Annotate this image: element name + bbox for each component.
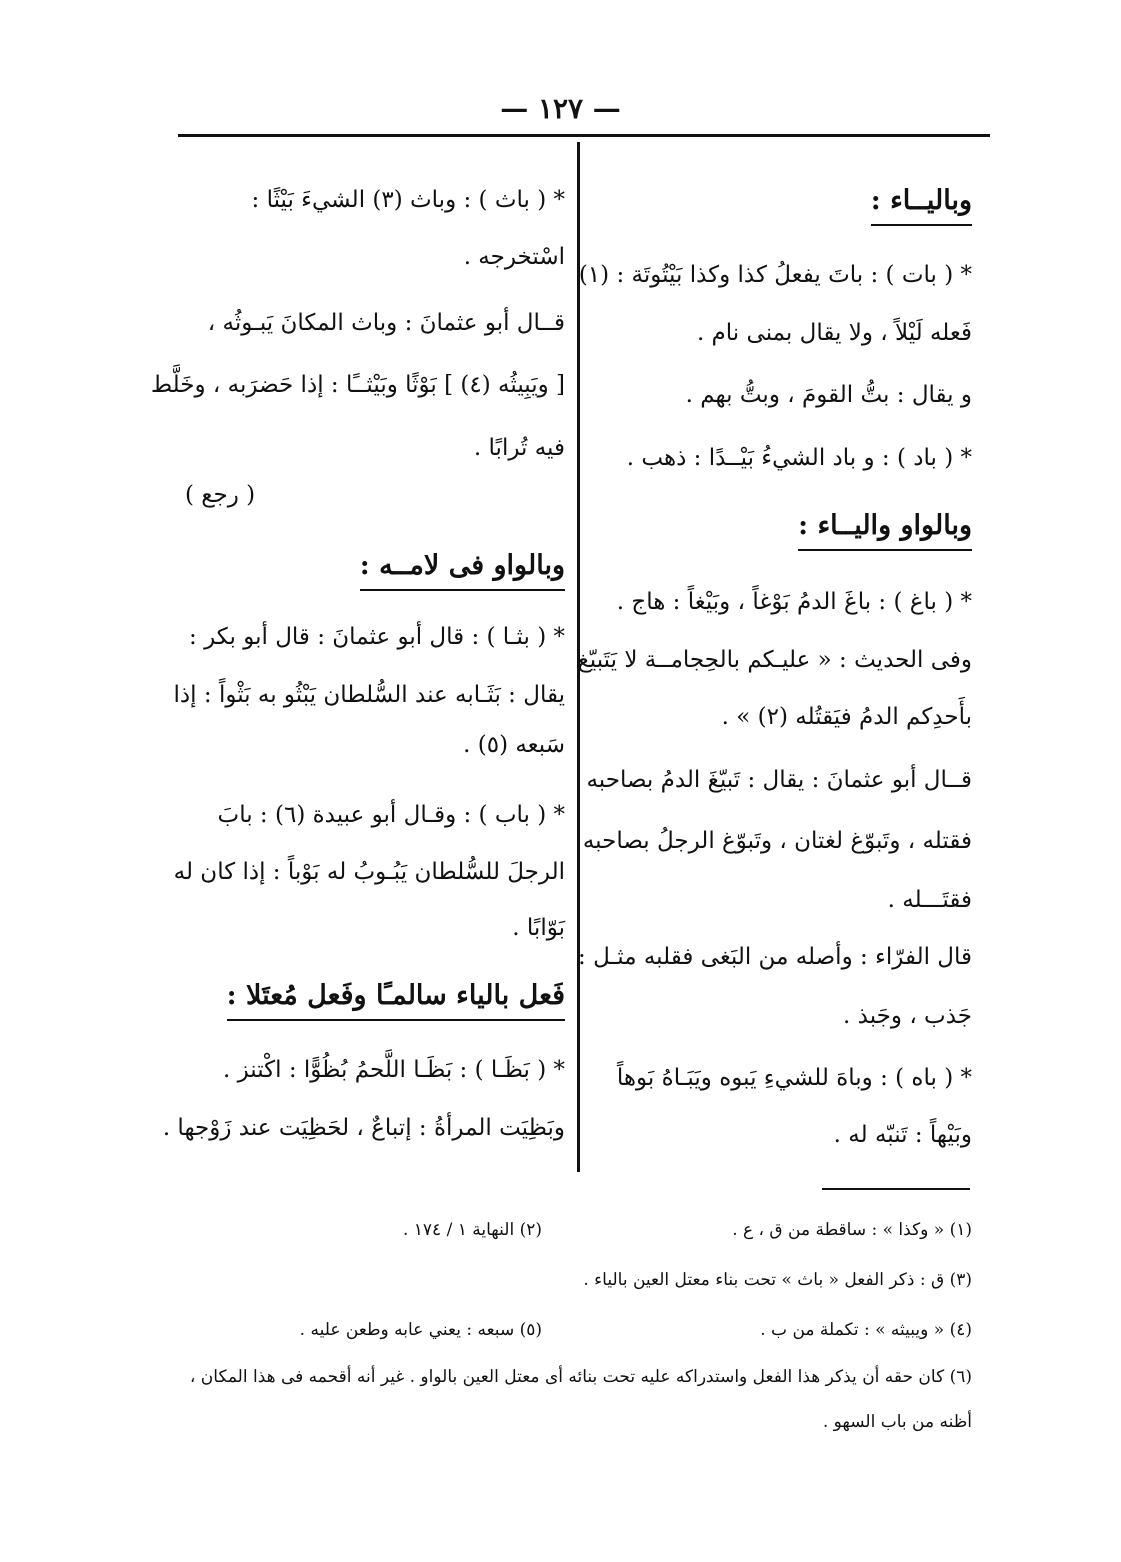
header-rule: [178, 134, 990, 137]
footnote: أظنه من باب السهو .: [822, 1412, 972, 1432]
entry-line: [ ويَبِيثُه (٤) ] بَوْثًا وبَيْثــًا : إذا حَضرَبه ، وخَلَّط: [150, 372, 565, 398]
entry-line: وفى الحديث : « عليـكم بالحِجامــة لا يَتَبيّغ: [577, 647, 972, 673]
footnote: (٣) ق : ذكر الفعل « باث » تحت بناء معتل العين بالياء .: [583, 1270, 972, 1290]
entry-line: * ( بثـا ) : قال أبو عثمانَ : قال أبو بكر :: [189, 624, 565, 650]
entry-line: قــال أبو عثمانَ : وباث المكانَ يَبـوثُه ،: [207, 310, 565, 336]
entry-line: بأَحدِكم الدمُ فيَقتُله (٢) » .: [721, 704, 972, 730]
section-heading: وباليــاء :: [871, 185, 972, 226]
entry-line: * ( باث ) : وباث (٣) الشيءَ بَيْثًا :: [251, 187, 565, 213]
page-number: — ١٢٧ —: [500, 92, 621, 125]
footnote: (٥) سبعه : يعني عابه وطعن عليه .: [299, 1320, 542, 1340]
entry-line: * ( باب ) : وقـال أبو عبيدة (٦) : بابَ: [217, 802, 565, 828]
entry-line: ( رجع ): [185, 482, 256, 508]
footnote: (١) « وكذا » : ساقطة من ق ، ع .: [732, 1220, 972, 1240]
entry-line: بَوّابًا .: [512, 915, 565, 941]
entry-line: جَذب ، وجَبذ .: [843, 1003, 972, 1029]
entry-line: قال الفرّاء : وأصله من البَغى فقلبه مثـل :: [578, 944, 972, 970]
entry-line: يقال : بَثَـابه عند السُّلطان يَبْثُو به بَثْواً : إذا: [173, 682, 565, 708]
entry-line: وبَيْهاً : تَنبّه له .: [833, 1122, 972, 1148]
entry-line: * ( بَظَـا ) : بَظَـا اللَّحمُ بُظُوًّا : اكْتنز .: [222, 1057, 565, 1083]
section-heading: وبالواو فى لامــه :: [360, 550, 565, 591]
entry-line: * ( باد ) : و باد الشيءُ بَيْــدًا : ذهب .: [626, 445, 972, 471]
footnote: (٢) النهاية ١ / ١٧٤ .: [402, 1220, 542, 1240]
entry-line: وبَظِيَت المرأةُ : إتباعٌ ، لحَظِيَت عند زَوْجها .: [162, 1115, 565, 1141]
entry-line: * ( باه ) : وباهَ للشيءِ يَبوه ويَبَـاهُ بَوهاً: [616, 1065, 972, 1091]
entry-line: فَعله لَيْلاً ، ولا يقال بمنى نام .: [696, 320, 972, 346]
entry-line: * ( باغ ) : باغَ الدمُ بَوْغاً ، وبَيْغاً : هاج .: [616, 589, 972, 615]
footnote: (٦) كان حقه أن يذكر هذا الفعل واستدراكه عليه تحت بنائه أى معتل العين بالواو . غير أنه أقحمه فى هذا المكان ،: [189, 1367, 972, 1387]
entry-line: فقتَـــله .: [887, 887, 972, 913]
entry-line: اسْتخرجه .: [463, 244, 565, 270]
entry-line: فقتله ، وتَبوّغ لغتان ، وتَبوّغ الرجلُ بصاحبه: [582, 828, 972, 854]
footnote: (٤) « ويبيثه » : تكملة من ب .: [760, 1320, 972, 1340]
section-heading: وبالواو واليــاء :: [798, 510, 972, 551]
entry-line: فيه تُرابًا .: [473, 435, 565, 461]
entry-line: سَبعه (٥) .: [463, 732, 565, 758]
section-heading: فَعل بالياء سالمـًا وفَعل مُعتَلا :: [227, 980, 565, 1021]
entry-line: قــال أبو عثمانَ : يقال : تَبيّغَ الدمُ بصاحبه: [586, 767, 972, 793]
entry-line: و يقال : بتُّ القومَ ، وبتُّ بهم .: [685, 382, 972, 408]
entry-line: الرجلَ للسُّلطان يَبُـوبُ له بَوْباً : إذا كان له: [173, 859, 565, 885]
footnote-rule: [822, 1188, 970, 1190]
entry-line: * ( بات ) : باتَ يفعلُ كذا وكذا بَيْتُوتَة : (١): [578, 262, 972, 288]
